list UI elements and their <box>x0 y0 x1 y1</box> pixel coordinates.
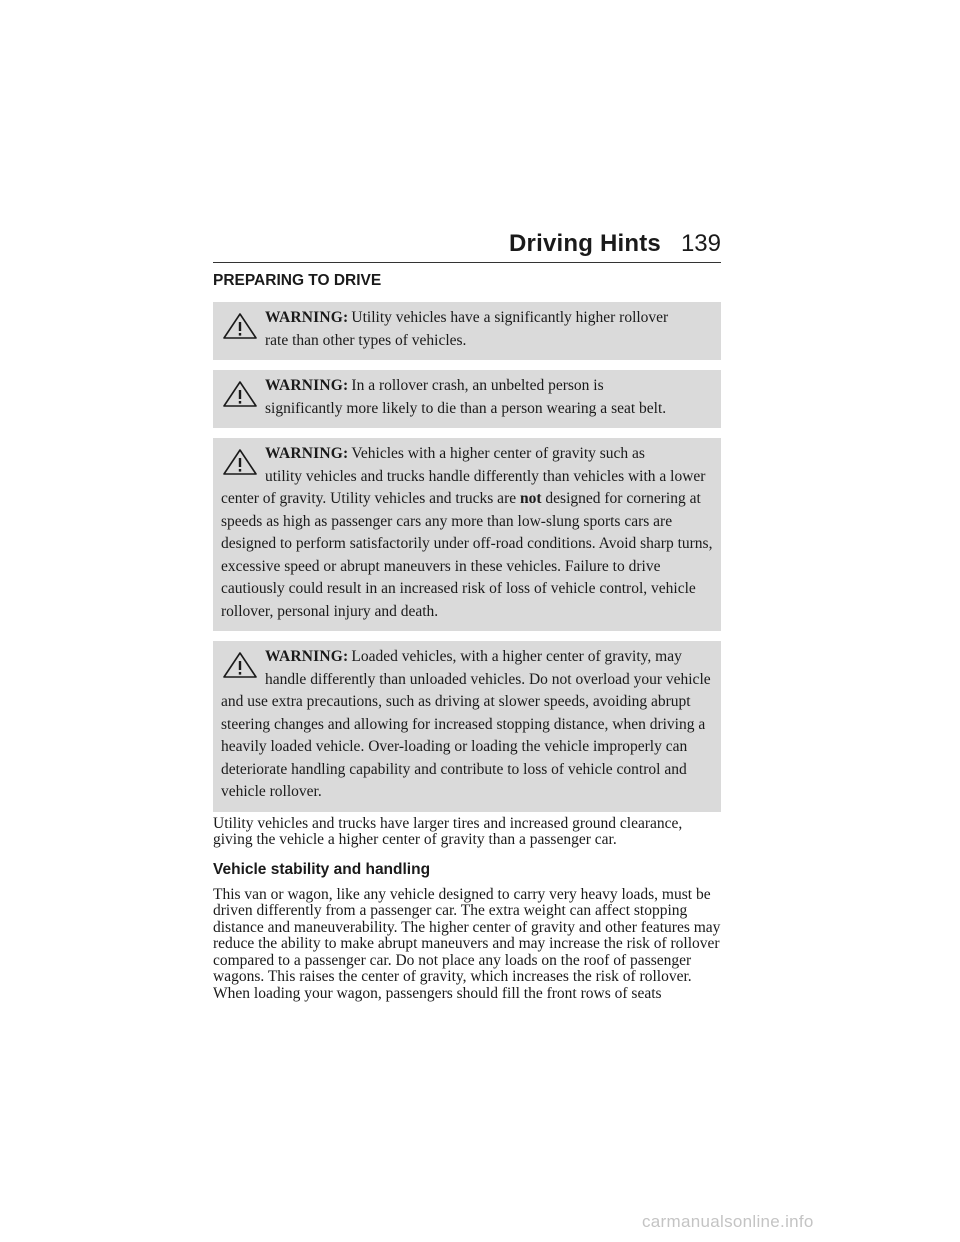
warning-body-text-pre: utility vehicles and trucks handle differently than vehicles with a lower center of gravity. Utility vehicles and trucks are <box>221 467 706 507</box>
warning-first-line-text: In a rollover crash, an unbelted person is <box>351 377 604 394</box>
warning-body <box>221 669 715 804</box>
warning-triangle-icon <box>223 313 257 339</box>
warning-first-line <box>221 443 715 466</box>
warning-body-text-post: designed for cornering at speeds as high as passenger cars any more than low-slung sports cars are designed to perform satisfactorily under off-road conditions. Avoid sharp turns, excessive speed or abrupt maneuvers in these vehicles. Failure to drive cautiously could result in an increased risk of loss of vehicle control, vehicle rollover, personal injury and death. <box>221 490 713 620</box>
warning-label: WARNING: <box>265 377 349 394</box>
warning-first-line <box>221 375 715 398</box>
watermark: carmanualsonline.info <box>642 1212 814 1231</box>
warning-first-line-text: Utility vehicles have a significantly higher rollover <box>351 309 669 326</box>
warning-text <box>217 375 715 420</box>
page-number: 139 <box>680 230 721 257</box>
body-paragraph: Utility vehicles and trucks have larger tires and increased ground clearance, giving the vehicle a higher center of gravity than a passenger car. <box>213 814 683 848</box>
warning-body-text: significantly more likely to die than a person wearing a seat belt. <box>265 399 667 417</box>
warning-box <box>213 438 721 631</box>
warning-label: WARNING: <box>265 309 349 326</box>
warning-first-line-text: Loaded vehicles, with a higher center of gravity, may <box>351 648 682 665</box>
body-paragraph: This van or wagon, like any vehicle designed to carry very heavy loads, must be driven differently from a passenger car. The extra weight can affect stopping distance and maneuverability. The higher center of gravity and other features may reduce the ability to make abrupt maneuvers and may increase the risk of rollover compared to a passenger car. Do not place any loads on the roof of passenger wagons. This raises the center of gravity, which increases the risk of rollover. When loading your wagon, passengers should fill the front rows of seats <box>213 885 721 1002</box>
warning-triangle-icon <box>223 381 257 407</box>
section-heading: PREPARING TO DRIVE <box>213 272 382 289</box>
warning-body <box>221 398 715 421</box>
warning-first-line <box>221 646 715 669</box>
warning-label: WARNING: <box>265 445 349 462</box>
warning-text <box>217 307 715 352</box>
warning-box <box>213 641 721 812</box>
warning-body-text: rate than other types of vehicles. <box>265 331 467 349</box>
warning-bold-word: not <box>519 490 542 507</box>
warning-triangle-icon <box>223 652 257 678</box>
warning-triangle-icon <box>223 449 257 475</box>
warning-text <box>217 646 715 804</box>
warning-first-line-text: Vehicles with a higher center of gravity such as <box>351 445 645 462</box>
warning-body <box>221 466 715 624</box>
page-header <box>213 226 721 263</box>
warning-body-text: handle differently than unloaded vehicles. Do not overload your vehicle and use extra precautions, such as driving at slower speeds, avoiding abrupt steering changes and allowing for increased stopping distance, when driving a heavily loaded vehicle. Over-loading or loading the vehicle improperly can deteriorate handling capability and contribute to loss of vehicle control and vehicle rollover. <box>221 670 711 800</box>
warning-box <box>213 370 721 428</box>
warning-text <box>217 443 715 623</box>
warning-body <box>221 330 715 353</box>
page-title: Driving Hints <box>509 230 661 257</box>
warning-box <box>213 302 721 360</box>
warning-label: WARNING: <box>265 648 349 665</box>
subsection-heading: Vehicle stability and handling <box>213 860 431 878</box>
page-content <box>213 272 721 1014</box>
warning-first-line <box>221 307 715 330</box>
